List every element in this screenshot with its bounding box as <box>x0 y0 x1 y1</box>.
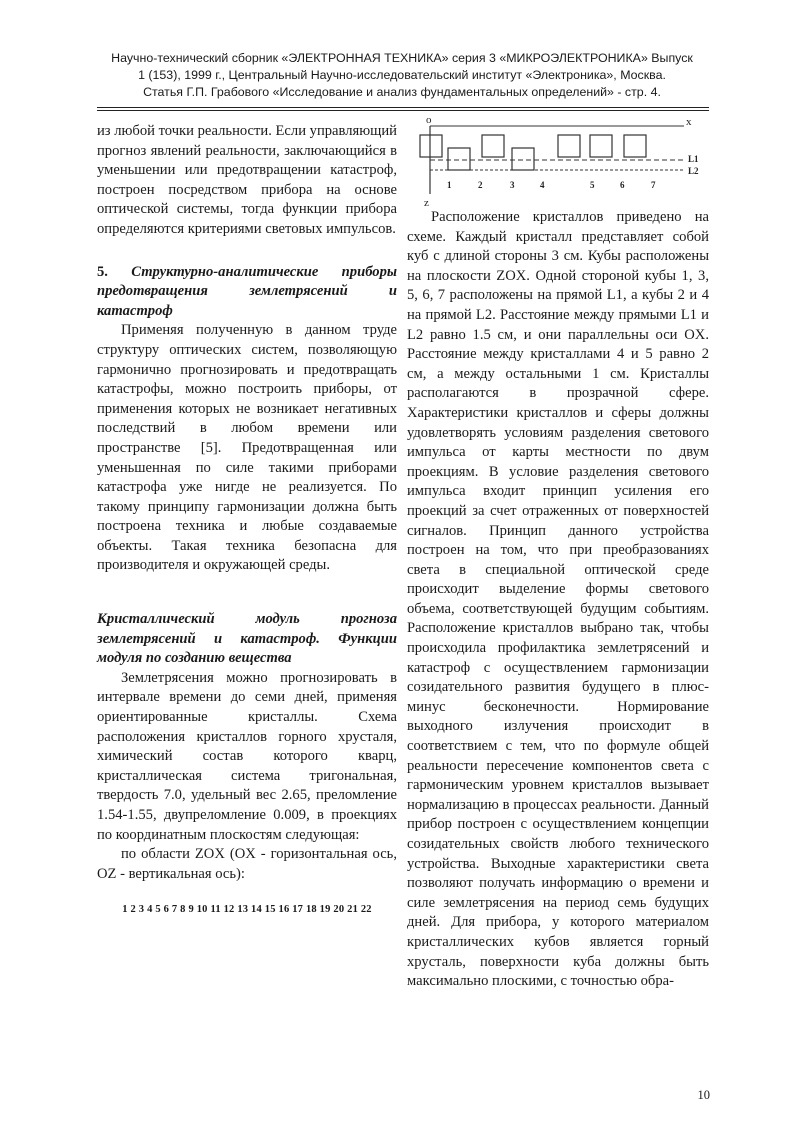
intro-paragraph: из любой точки реальности. Если управляющий прогноз явлений реальности, заключающийся в уменьшении или предотвращении катастроф, построен посредством прибора на основе оптической системы, тогда функции прибора определяются критериями световых импульсов. <box>97 123 397 237</box>
cube-6 <box>590 135 612 157</box>
zox-paragraph: по области ZOX (OX - горизонтальная ось, OZ - вертикальная ось): <box>97 846 397 882</box>
cube-label-3: 3 <box>510 180 515 190</box>
subsection-heading: Кристаллический модуль прогноза землетрясений и катастроф. Функции модуля по созданию вещества <box>97 611 397 667</box>
cube-label-7: 7 <box>651 180 656 190</box>
origin-label: o <box>426 114 432 126</box>
cube-label-4: 4 <box>540 180 545 190</box>
left-column <box>97 122 397 920</box>
page-number: 10 <box>697 1088 710 1102</box>
header-rule-bottom <box>97 110 709 111</box>
cube-4 <box>512 148 534 170</box>
cube-label-2: 2 <box>478 180 483 190</box>
section-5-heading <box>97 263 397 322</box>
journal-header <box>92 50 712 101</box>
section-5-number: 5. <box>97 263 108 280</box>
x-axis-label: x <box>686 116 692 128</box>
header-line-2: 1 (153), 1999 г., Центральный Научно-исследовательский институт «Электроника», Москва. <box>138 68 666 82</box>
header-line-3: Статья Г.П. Грабового «Исследование и анализ фундаментальных определений» - стр. 4. <box>143 85 661 99</box>
section-5-paragraph: Применяя полученную в данном труде структуру оптических систем, позволяющую гармонично прогнозировать и предотвращать катастрофы, можно построить приборы, от применения которых не возникает негативных последствий в любом времени или пространстве [5]. Предотвращенная или уменьшенная по силе такими приборами катастрофа уже нигде не реализуется. По такому принципу гармонизации должна быть построена техника и любые создаваемые объекты. Такая техника безопасна для производителя и окружающей среды. <box>97 322 397 574</box>
cube-label-5: 5 <box>590 180 595 190</box>
crystal-arrangement-paragraph: Расположение кристаллов приведено на схеме. Каждый кристалл представляет собой куб с длиной стороны 3 см. Кубы расположены на плоскости ZOX. Одной стороной кубы 1, 3, 5, 6, 7 расположены на прямой L1, а кубы 2 и 4 на прямой L2. Расстояние между прямыми L1 и L2 равно 1.5 см, и они параллельны оси OX. Расстояние между кристаллами 4 и 5 равно 2 см, а между остальными 1 см. Кристаллы располагаются в прозрачной сфере. Характеристики кристаллов и сферы должны удовлетворять условиям разделения светового импульса от карты местности по двум проекциям. В условие разделения светового импульса входит принцип усиления его проекций за счет отраженных от поверхностей сигналов. Принцип данного устройства построен на том, что при преобразованиях света в специальной оптической среде происходит выделение формы светового объема, соответствующей будущим событиям. Расположение кристаллов выбрано так, чтобы происходила профилактика землетрясений и катастроф с осуществлением гармонизации созидательного развития будущего в плюс-минус бесконечности. Нормирование выходного излучения происходит в соответствием с тем, что по формуле общей реальности пересечение компонентов света с гармоническим уровнем кристаллов вызывает нормализацию в процессах реальности. Данный прибор построен с осуществлением концепции созидательных свойств любого технического устройства. Выходные характеристики света позволяют получать информацию о времени и силе землетрясения на период семь будущих дней. Для прибора, у которого материалом кристаллических кубов является горный хрусталь, поверхности куба должны быть максимально плоскими, с точностью обра- <box>407 209 709 990</box>
cube-7 <box>624 135 646 157</box>
header-rule-top <box>97 107 709 108</box>
line-l1-label: L1 <box>688 154 699 164</box>
cube-label-6: 6 <box>620 180 625 190</box>
cube-3 <box>482 135 504 157</box>
right-column <box>407 208 709 992</box>
crystal-paragraph: Землетрясения можно прогнозировать в интервале времени до семи дней, применяя ориентированные кристаллы. Схема расположения кристаллов горного хрусталя, химический состав которого кварц, кристаллическая система тригональная, твердость 7.0, удельный вес 2.65, преломление 1.54-1.55, двупреломление 0.009, в проекциях по координатным плоскостям следующая: <box>97 669 397 843</box>
section-5-title: Структурно-аналитические приборы предотвращения землетрясений и катастроф <box>97 263 397 319</box>
cube-1 <box>420 135 442 157</box>
cube-5 <box>558 135 580 157</box>
crystal-layout-diagram <box>418 112 710 212</box>
cube-2 <box>448 148 470 170</box>
header-line-1: Научно-технический сборник «ЭЛЕКТРОННАЯ ТЕХНИКА» серия 3 «МИКРОЭЛЕКТРОНИКА» Выпуск <box>111 51 693 65</box>
cube-label-1: 1 <box>447 180 452 190</box>
line-l2-label: L2 <box>688 166 699 176</box>
z-axis-label: z <box>424 197 429 209</box>
numbers-row: 1 2 3 4 5 6 7 8 9 10 11 12 13 14 15 16 17 18 19 20 21 22 <box>122 904 372 916</box>
